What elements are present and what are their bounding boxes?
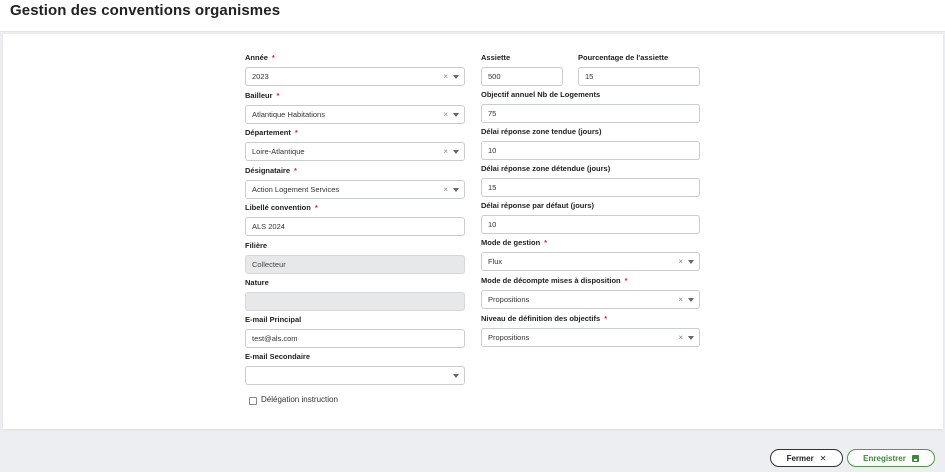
delegation-label: Délégation instruction — [261, 395, 338, 404]
annee-label: Année * — [245, 53, 275, 62]
clear-icon[interactable]: × — [678, 333, 683, 342]
chevron-down-icon[interactable] — [453, 113, 459, 117]
delai-defaut-input[interactable]: 10 — [481, 215, 700, 234]
required-mark: * — [314, 203, 318, 212]
designataire-value: Action Logement Services — [252, 185, 340, 194]
delai-detendue-input[interactable]: 15 — [481, 178, 700, 197]
required-mark: * — [294, 166, 297, 175]
bailleur-label: Bailleur * — [245, 91, 280, 100]
designataire-select[interactable] — [245, 180, 465, 199]
chevron-down-icon[interactable] — [688, 260, 694, 264]
page-title: Gestion des conventions organismes — [10, 2, 281, 19]
email-principal-label: E-mail Principal — [245, 315, 302, 324]
nature-input — [245, 292, 465, 311]
mode-gestion-value: Flux — [488, 257, 503, 266]
libelle-input[interactable]: ALS 2024 — [245, 217, 465, 236]
chevron-down-icon[interactable] — [453, 150, 459, 154]
save-icon — [912, 455, 919, 462]
clear-icon[interactable]: × — [443, 185, 448, 194]
clear-icon[interactable]: × — [443, 110, 448, 119]
clear-icon[interactable]: × — [443, 72, 448, 81]
nature-label: Nature — [245, 278, 269, 287]
niveau-objectifs-value: Propositions — [488, 333, 530, 342]
mode-gestion-label: Mode de gestion * — [481, 238, 548, 247]
required-mark: * — [624, 276, 628, 285]
delai-defaut-label: Délai réponse par défaut (jours) — [481, 201, 594, 210]
assiette-input[interactable]: 500 — [481, 67, 563, 86]
email-secondaire-label: E-mail Secondaire — [245, 352, 311, 361]
chevron-down-icon[interactable] — [688, 336, 694, 340]
annee-select[interactable] — [245, 67, 465, 86]
annee-value: 2023 — [252, 72, 269, 81]
save-button[interactable] — [847, 449, 935, 467]
bailleur-select[interactable] — [245, 105, 465, 124]
niveau-objectifs-select[interactable] — [481, 328, 700, 347]
delai-tendue-input[interactable]: 10 — [481, 141, 700, 160]
chevron-down-icon[interactable] — [688, 298, 694, 302]
mode-decompte-select[interactable] — [481, 290, 700, 309]
close-button-label: Fermer — [786, 453, 814, 463]
filiere-input: Collecteur — [245, 255, 465, 274]
departement-value: Loire-Atlantique — [252, 147, 305, 156]
clear-icon[interactable]: × — [678, 295, 683, 304]
mode-decompte-label: Mode de décompte mises à disposition * — [481, 276, 628, 285]
pourcentage-input[interactable]: 15 — [578, 67, 700, 86]
objectif-input[interactable]: 75 — [481, 104, 700, 123]
required-mark: * — [544, 238, 548, 247]
chevron-down-icon[interactable] — [453, 75, 459, 79]
email-principal-field[interactable]: test@als.com — [245, 329, 465, 348]
close-icon: ✕ — [819, 453, 827, 463]
designataire-label: Désignataire * — [245, 166, 297, 175]
clear-icon[interactable]: × — [443, 147, 448, 156]
save-button-label: Enregistrer — [863, 453, 906, 463]
required-mark: * — [294, 128, 298, 137]
chevron-down-icon[interactable] — [453, 188, 459, 192]
objectif-label: Objectif annuel Nb de Logements — [481, 90, 601, 99]
departement-label: Département * — [245, 128, 298, 137]
page-header — [0, 0, 945, 32]
required-mark: * — [276, 91, 280, 100]
bailleur-value: Atlantique Habitations — [252, 110, 325, 119]
mode-gestion-select[interactable] — [481, 252, 700, 271]
departement-select[interactable] — [245, 142, 465, 161]
delegation-checkbox[interactable] — [249, 397, 257, 405]
niveau-objectifs-label: Niveau de définition des objectifs * — [481, 314, 608, 323]
close-button[interactable] — [770, 449, 843, 467]
clear-icon[interactable]: × — [678, 257, 683, 266]
chevron-down-icon[interactable] — [453, 374, 459, 378]
assiette-label: Assiette — [481, 53, 511, 62]
email-secondaire-select[interactable] — [245, 366, 465, 385]
form-card — [3, 34, 943, 429]
delai-detendue-label: Délai réponse zone détendue (jours) — [481, 164, 611, 173]
libelle-label: Libellé convention * — [245, 203, 318, 212]
required-mark: * — [604, 314, 608, 323]
required-mark: * — [271, 53, 275, 62]
mode-decompte-value: Propositions — [488, 295, 530, 304]
pourcentage-label: Pourcentage de l'assiette — [578, 53, 669, 62]
filiere-label: Filière — [245, 241, 268, 250]
delai-tendue-label: Délai réponse zone tendue (jours) — [481, 127, 602, 136]
